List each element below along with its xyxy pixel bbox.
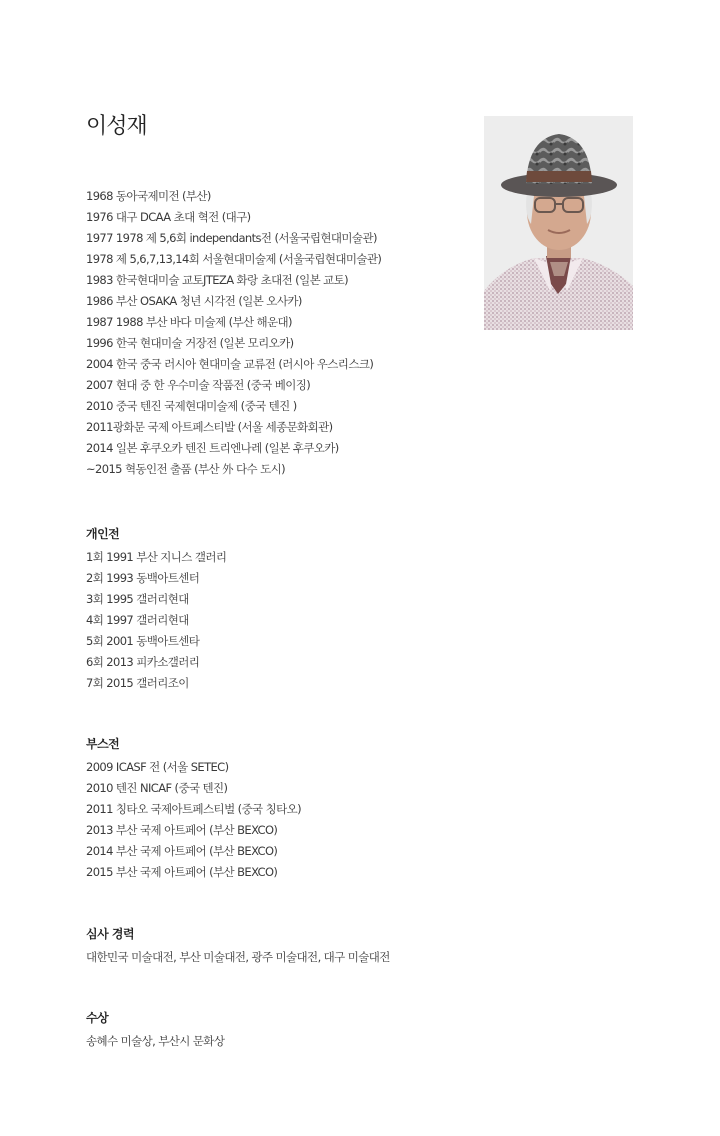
solo-exhibition-item: 7회 2015 갤러리조이 — [86, 676, 189, 690]
exhibition-item: 2010 중국 텐진 국제현대미술제 (중국 텐진 ) — [86, 399, 297, 413]
booth-exhibition-list — [86, 757, 301, 883]
solo-exhibition-item: 2회 1993 동백아트센터 — [86, 571, 200, 585]
section-title: 심사 경력 — [86, 927, 135, 941]
jury-section — [86, 926, 390, 968]
awards-text: 송혜수 미술상, 부산시 문화상 — [86, 1034, 225, 1048]
jury-text: 대한민국 미술대전, 부산 미술대전, 광주 미술대전, 대구 미술대전 — [86, 950, 390, 964]
solo-exhibition-item: 3회 1995 갤러리현대 — [86, 592, 189, 606]
portrait-illustration — [484, 116, 633, 330]
exhibition-item: ~2015 혁동인전 출품 (부산 外 다수 도시) — [86, 462, 286, 476]
artist-portrait — [484, 116, 633, 330]
booth-exhibition-item: 2011 칭타오 국제아트페스티벌 (중국 칭타오) — [86, 802, 302, 816]
booth-exhibition-item: 2013 부산 국제 아트페어 (부산 BEXCO) — [86, 823, 278, 837]
exhibition-item: 1987 1988 부산 바다 미술제 (부산 해운대) — [86, 315, 292, 329]
exhibition-item: 1996 한국 현대미술 거장전 (일본 모리오카) — [86, 336, 294, 350]
solo-exhibition-item: 5회 2001 동백아트센타 — [86, 634, 200, 648]
solo-exhibition-item: 4회 1997 갤러리현대 — [86, 613, 189, 627]
booth-exhibition-item: 2009 ICASF 전 (서울 SETEC) — [86, 760, 229, 774]
solo-exhibition-section — [86, 526, 226, 694]
exhibition-item: 1978 제 5,6,7,13,14회 서울현대미술제 (서울국립현대미술관) — [86, 252, 382, 266]
booth-exhibition-section — [86, 736, 301, 883]
solo-exhibition-list — [86, 547, 226, 694]
exhibition-list — [86, 186, 381, 480]
exhibition-item: 2004 한국 중국 러시아 현대미술 교류전 (러시아 우스리스크) — [86, 357, 374, 371]
section-title: 개인전 — [86, 527, 120, 541]
booth-exhibition-item: 2015 부산 국제 아트페어 (부산 BEXCO) — [86, 865, 278, 879]
exhibition-item: 1986 부산 OSAKA 청년 시각전 (일본 오사카) — [86, 294, 302, 308]
exhibition-item: 1983 한국현대미술 교토JTEZA 화랑 초대전 (일본 교토) — [86, 273, 349, 287]
booth-exhibition-item: 2010 텐진 NICAF (중국 텐진) — [86, 781, 228, 795]
exhibition-item: 2007 현대 중 한 우수미술 작품전 (중국 베이징) — [86, 378, 311, 392]
artist-name: 이성재 — [86, 114, 147, 139]
section-title: 수상 — [86, 1011, 109, 1025]
exhibition-item: 1968 동아국제미전 (부산) — [86, 189, 211, 203]
solo-exhibition-item: 1회 1991 부산 지니스 갤러리 — [86, 550, 227, 564]
exhibition-item: 1977 1978 제 5,6회 independants전 (서울국립현대미술관) — [86, 231, 377, 245]
exhibition-item: 2014 일본 후쿠오카 텐진 트리엔나레 (일본 후쿠오카) — [86, 441, 339, 455]
solo-exhibition-item: 6회 2013 피카소갤러리 — [86, 655, 200, 669]
exhibition-item: 2011광화문 국제 아트페스티발 (서울 세종문화회관) — [86, 420, 333, 434]
section-title: 부스전 — [86, 737, 120, 751]
exhibition-item: 1976 대구 DCAA 초대 혁전 (대구) — [86, 210, 251, 224]
awards-section — [86, 1010, 224, 1052]
booth-exhibition-item: 2014 부산 국제 아트페어 (부산 BEXCO) — [86, 844, 278, 858]
